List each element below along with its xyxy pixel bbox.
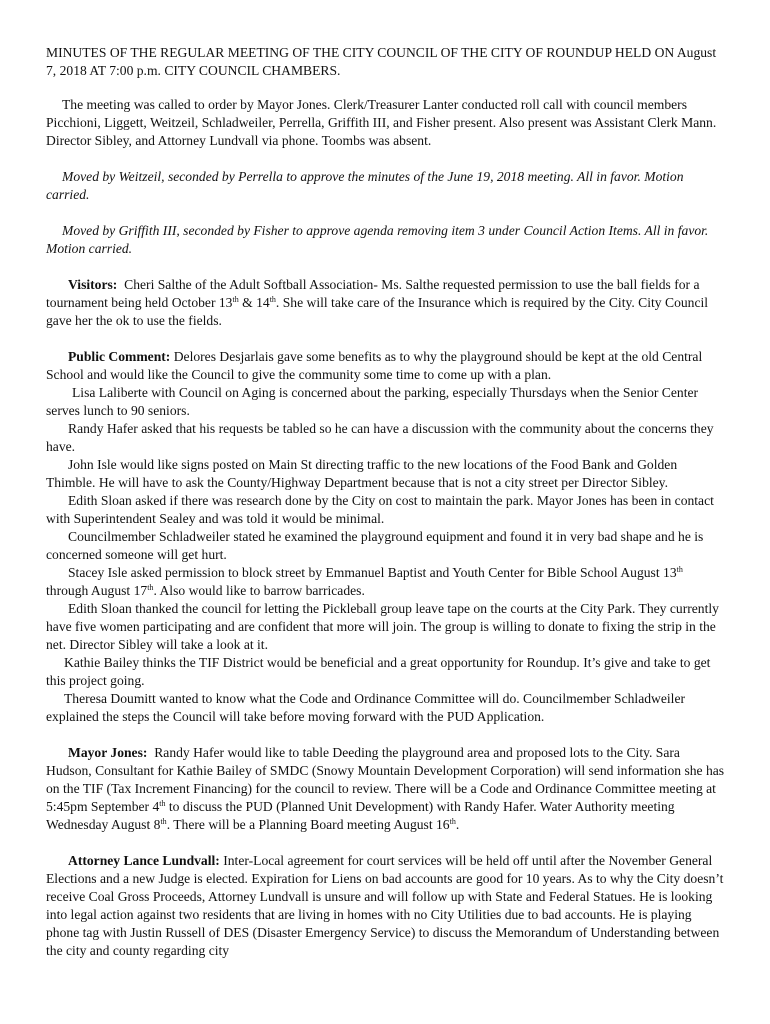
comment-edith-1: Edith Sloan asked if there was research done by the City on cost to maintain the park. Mayor Jones has been in contact with Superintendent Sealey and was told it would be minimal.	[46, 493, 714, 526]
mayor-sup-b: th	[160, 817, 167, 826]
visitors-text-a: Cheri Salthe of the Adult Softball Association- Ms. Salthe requested permission to use the ball fields for a tournament being held October 13	[46, 277, 700, 310]
motion-agenda-paragraph	[46, 222, 728, 258]
comment-lisa: Lisa Laliberte with Council on Aging is concerned about the parking, especially Thursdays when the Senior Center serves lunch to 90 seniors.	[46, 385, 699, 418]
mayor-heading: Mayor Jones:	[68, 745, 148, 760]
motion-minutes-text: Moved by Weitzeil, seconded by Perrella to approve the minutes of the June 19, 2018 meeting. All in favor. Motion carried.	[46, 169, 684, 202]
call-to-order-paragraph: The meeting was called to order by Mayor Jones. Clerk/Treasurer Lanter conducted roll call with council members Picchioni, Liggett, Weitzeil, Schladweiler, Perrella, Griffith III, and Fisher present. Also present was Assistant Clerk Mann. Director Sibley, and Attorney Lundvall via phone. Toombs was absent.	[46, 97, 717, 148]
mayor-sup-a: th	[159, 799, 166, 808]
mayor-text-b: to discuss the PUD (Planned Unit Development) with Randy Hafer. Water Authority meeting Wednesday August 8	[46, 799, 675, 832]
document-title: MINUTES OF THE REGULAR MEETING OF THE CITY COUNCIL OF THE CITY OF ROUNDUP HELD ON August 7, 2018 AT 7:00 p.m. CITY COUNCIL CHAMBERS.	[46, 45, 717, 78]
comment-stacey-sup-1: th	[676, 565, 683, 574]
comment-stacey-a: Stacey Isle asked permission to block street by Emmanuel Baptist and Youth Center for Bible School August 13	[68, 565, 677, 580]
attorney-heading: Attorney Lance Lundvall:	[68, 853, 220, 868]
visitors-sup-a: th	[232, 295, 239, 304]
mayor-text-c: . There will be a Planning Board meeting August 16	[166, 817, 450, 832]
visitors-text-b: & 14	[238, 295, 270, 310]
mayor-text-a: Randy Hafer would like to table Deeding the playground area and proposed lots to the City. Sara Hudson, Consultant for Kathie Bailey of SMDC (Snowy Mountain Development Corporation) will send information she has on the TIF (Tax Increment Financing) for the council to review. There will be a Code and Ordinance Committee meeting at 5:45pm September 4	[46, 745, 725, 814]
mayor-section	[46, 744, 728, 834]
mayor-text-d: .	[455, 817, 460, 832]
attorney-section	[46, 852, 728, 960]
comment-kathie: Kathie Bailey thinks the TIF District would be beneficial and a great opportunity for Roundup. It’s give and take to get this project going.	[46, 655, 711, 688]
visitors-heading: Visitors:	[68, 277, 118, 292]
visitors-sup-b: th	[269, 295, 276, 304]
mayor-sup-c: th	[449, 817, 456, 826]
visitors-text-c: . She will take care of the Insurance which is required by the City. City Council gave her the ok to use the fields.	[46, 295, 709, 328]
comment-stacey-sup-2: th	[147, 583, 154, 592]
comment-john: John Isle would like signs posted on Main St directing traffic to the new locations of the Food Bank and Golden Thimble. He will have to ask the County/Highway Department because that is not a city street per Director Sibley.	[46, 457, 678, 490]
comment-theresa: Theresa Doumitt wanted to know what the Code and Ordinance Committee will do. Councilmember Schladweiler explained the steps the Council will take before moving forward with the PUD Application.	[46, 691, 686, 724]
comment-randy: Randy Hafer asked that his requests be tabled so he can have a discussion with the community about the concerns they have.	[46, 421, 714, 454]
comment-stacey-b: through August 17	[46, 583, 148, 598]
comment-stacey-c: . Also would like to barrow barricades.	[153, 583, 365, 598]
public-comment-section	[46, 348, 728, 726]
motion-minutes-paragraph	[46, 168, 728, 204]
comment-schladweiler: Councilmember Schladweiler stated he examined the playground equipment and found it in very bad shape and he is concerned someone will get hurt.	[46, 529, 704, 562]
visitors-section	[46, 276, 728, 330]
motion-agenda-text: Moved by Griffith III, seconded by Fisher to approve agenda removing item 3 under Council Action Items. All in favor. Motion carried.	[46, 223, 709, 256]
public-comment-heading: Public Comment:	[68, 349, 171, 364]
comment-stacey	[46, 564, 728, 600]
comment-edith-2: Edith Sloan thanked the council for letting the Pickleball group leave tape on the courts at the City Park. They currently have five women participating and are confident that more will join. The group is willing to donate to fixing the strip in the net. Director Sibley will take a look at it.	[46, 601, 719, 652]
public-comment-intro	[46, 348, 728, 384]
attorney-text: Inter-Local agreement for court services will be held off until after the November General Elections and a new Judge is elected. Expiration for Liens on bad accounts are good for 10 years. As to why the City doesn’t receive Coal Gross Proceeds, Attorney Lundvall is unsure and will follow up with State and Federal Statues. He is looking into legal action against two residents that are living in homes with no City Utilities due to bad accounts. He is playing phone tag with Justin Russell of DES (Disaster Emergency Service) to discuss the Memorandum of Understanding between the city and county regarding city	[46, 853, 724, 958]
public-comment-intro-text: Delores Desjarlais gave some benefits as to why the playground should be kept at the old Central School and would like the Council to give the community some time to come up with a plan.	[46, 349, 703, 382]
